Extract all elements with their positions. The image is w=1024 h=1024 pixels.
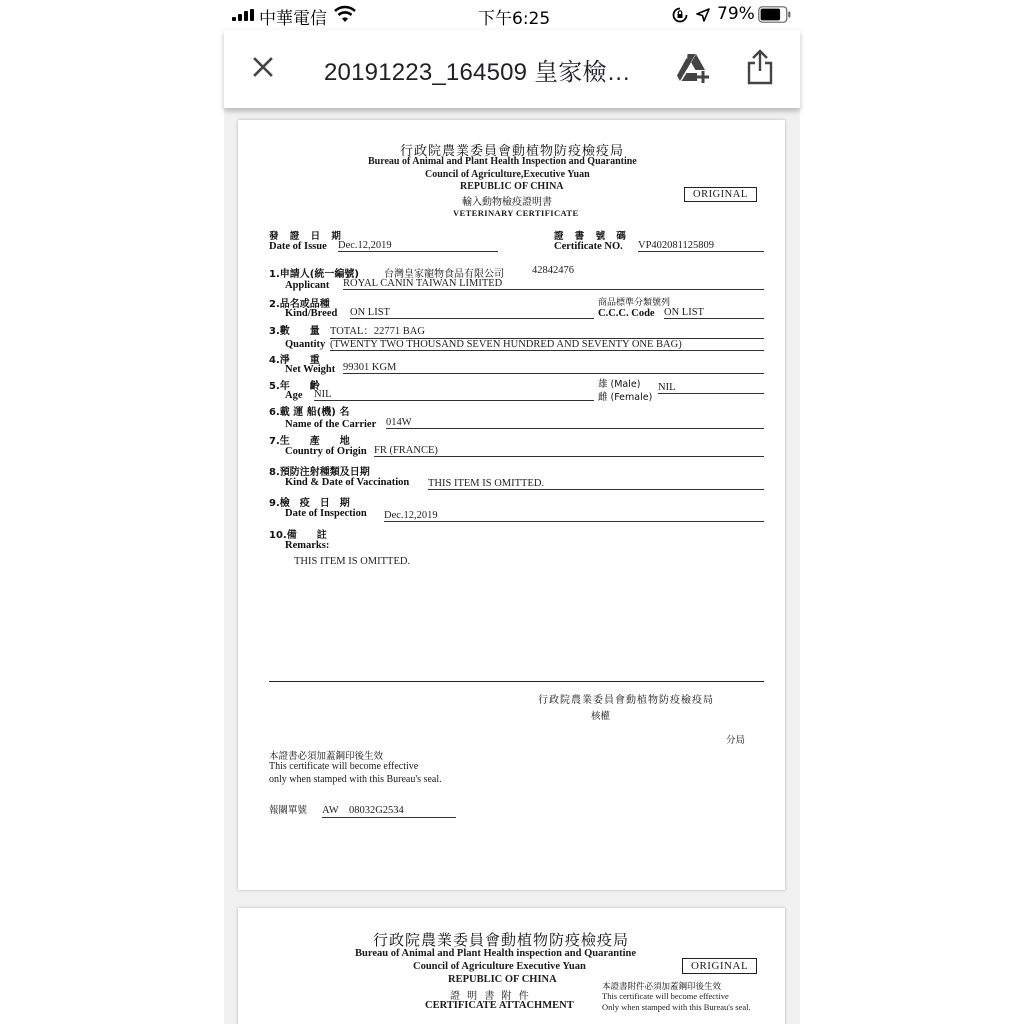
weight-label: Net Weight bbox=[285, 364, 336, 375]
female-label: 雌 (Female) bbox=[598, 392, 653, 403]
sex-value: NIL bbox=[658, 382, 764, 394]
rotation-lock-icon bbox=[672, 7, 688, 23]
attachment-doc-zh: 證 明 書 附 件 bbox=[450, 991, 531, 1002]
signal-icon bbox=[232, 9, 254, 21]
share-icon[interactable] bbox=[744, 48, 776, 86]
quantity-label: Quantity bbox=[285, 339, 326, 350]
applicant-label-zh: 1.申請人(統一編號) bbox=[269, 269, 359, 280]
ccc-value: ON LIST bbox=[664, 307, 764, 319]
attachment-notice-en-1: This certificate will become effective bbox=[602, 991, 729, 1001]
cert-no-label: Certificate NO. bbox=[554, 241, 623, 252]
cert-no-value: VP402081125809 bbox=[638, 240, 764, 252]
vaccination-label-zh: 8.預防注射種類及日期 bbox=[269, 467, 370, 478]
agency-zh: 行政院農業委員會動植物防疫檢疫局 bbox=[400, 144, 625, 159]
attachment-notice-en-2: Only when stamped with this Bureau's seal. bbox=[602, 1002, 751, 1012]
age-label-zh: 5.年 齡 bbox=[269, 381, 320, 392]
agency-en: Bureau of Animal and Plant Health Inspection and Quarantine bbox=[368, 156, 637, 167]
customs-value: AW 08032G2534 bbox=[322, 802, 456, 818]
remarks-value: THIS ITEM IS OMITTED. bbox=[294, 556, 411, 567]
issue-date-value: Dec.12,2019 bbox=[338, 240, 498, 252]
attachment-original-stamp: ORIGINAL bbox=[682, 958, 757, 974]
inspection-label-zh: 9.檢 疫 日 期 bbox=[269, 498, 350, 509]
kind-label: Kind/Breed bbox=[285, 308, 338, 319]
applicant-id: 42842476 bbox=[532, 265, 574, 276]
attachment-page bbox=[238, 908, 785, 1024]
kind-label-zh: 2.品名或品種 bbox=[269, 299, 330, 310]
battery-icon bbox=[758, 6, 791, 23]
status-time: 下午6:25 bbox=[478, 9, 551, 29]
attachment-council-en: Council of Agriculture Executive Yuan bbox=[413, 961, 586, 972]
attachment-doc-en: CERTIFICATE ATTACHMENT bbox=[425, 1000, 574, 1011]
ccc-label-zh: 商品標準分類號列 bbox=[598, 298, 671, 308]
quantity-total: TOTAL：22771 BAG bbox=[330, 323, 764, 339]
quantity-value: (TWENTY TWO THOUSAND SEVEN HUNDRED AND SEVENTY ONE BAG) bbox=[330, 339, 764, 351]
inspection-value: Dec.12,2019 bbox=[384, 510, 764, 522]
attachment-country-en: REPUBLIC OF CHINA bbox=[448, 974, 557, 985]
attachment-notice-zh: 本證書附件必須加蓋鋼印後生效 bbox=[602, 982, 722, 992]
carrier-label: Name of the Carrier bbox=[285, 419, 377, 430]
kind-value: ON LIST bbox=[350, 307, 594, 319]
location-icon bbox=[696, 8, 710, 22]
certificate-page bbox=[238, 120, 785, 890]
origin-value: FR (FRANCE) bbox=[374, 445, 764, 457]
ccc-label: C.C.C. Code bbox=[598, 308, 655, 319]
battery-percent: 79% bbox=[717, 4, 755, 24]
applicant-label: Applicant bbox=[285, 280, 330, 291]
notice-en-2: only when stamped with this Bureau's seal. bbox=[269, 774, 442, 785]
close-icon[interactable] bbox=[248, 52, 278, 82]
age-label: Age bbox=[285, 390, 303, 401]
weight-label-zh: 4.淨 重 bbox=[269, 355, 320, 366]
signature-divider bbox=[269, 681, 764, 682]
document-title: 20191223_164509 皇家檢… bbox=[324, 59, 631, 86]
carrier-label-zh: 6.載 運 船(機) 名 bbox=[269, 407, 350, 418]
seal-agency: 行政院農業委員會動植物防疫檢疫局 bbox=[538, 695, 714, 706]
vaccination-label: Kind & Date of Vaccination bbox=[285, 477, 410, 488]
attachment-agency-en: Bureau of Animal and Plant Health inspection and Quarantine bbox=[355, 948, 637, 959]
notice-en-1: This certificate will become effective bbox=[269, 761, 419, 772]
original-stamp: ORIGINAL bbox=[684, 187, 757, 202]
carrier-value: 014W bbox=[386, 417, 764, 429]
weight-value: 99301 KGM bbox=[343, 362, 764, 374]
branch-label: 分局 bbox=[726, 735, 746, 746]
viewer-header bbox=[224, 30, 800, 108]
issue-date-label-zh: 發 證 日 期 bbox=[269, 231, 345, 242]
doc-type-zh: 輸入動物檢疫證明書 bbox=[462, 197, 552, 208]
carrier-name: 中華電信 bbox=[259, 9, 327, 29]
drive-add-icon[interactable] bbox=[676, 50, 710, 84]
remarks-label-zh: 10.備 註 bbox=[269, 530, 327, 541]
quantity-label-zh: 3.數 量 bbox=[269, 326, 320, 337]
issue-date-label: Date of Issue bbox=[269, 241, 327, 252]
wifi-icon bbox=[334, 5, 356, 23]
council-en: Council of Agriculture,Executive Yuan bbox=[425, 169, 590, 180]
country-en: REPUBLIC OF CHINA bbox=[460, 181, 564, 192]
notice-zh: 本證書必須加蓋鋼印後生效 bbox=[269, 751, 384, 762]
origin-label-zh: 7.生 產 地 bbox=[269, 436, 350, 447]
attachment-agency-zh: 行政院農業委員會動植物防疫檢疫局 bbox=[373, 931, 630, 949]
cert-no-label-zh: 證 書 號 碼 bbox=[554, 231, 630, 242]
vaccination-value: THIS ITEM IS OMITTED. bbox=[428, 478, 764, 490]
applicant-name-zh: 台灣皇家寵物食品有限公司 bbox=[384, 269, 504, 280]
age-value: NIL bbox=[314, 389, 594, 401]
remarks-label: Remarks: bbox=[285, 540, 330, 551]
doc-type-en: VETERINARY CERTIFICATE bbox=[453, 208, 579, 218]
origin-label: Country of Origin bbox=[285, 446, 367, 457]
inspection-label: Date of Inspection bbox=[285, 508, 367, 519]
customs-label: 報關單號 bbox=[269, 805, 308, 816]
applicant-value: ROYAL CANIN TAIWAN LIMITED bbox=[343, 278, 764, 290]
male-label: 雄 (Male) bbox=[598, 379, 641, 390]
status-bar bbox=[0, 0, 1024, 30]
seal-sub: 核權 bbox=[591, 711, 611, 722]
